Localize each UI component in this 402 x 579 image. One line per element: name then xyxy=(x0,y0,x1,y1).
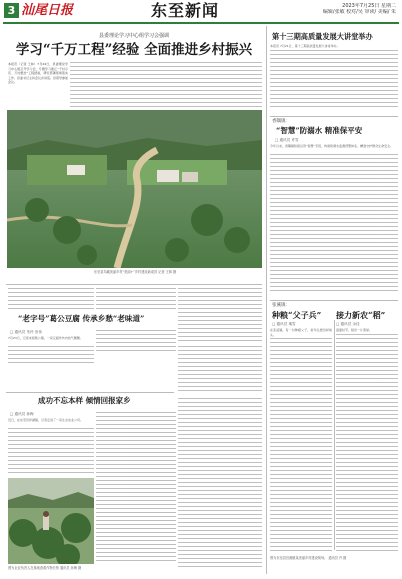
masthead-rule xyxy=(3,22,399,24)
right-divider-1 xyxy=(270,116,398,117)
date-block xyxy=(296,3,396,15)
mid-left-headline: “老字号”葛公豆腐 传承乡愁“老味道” xyxy=(18,314,145,323)
bottom-photo-caption: 图为企业负责人在基地查看作物长势 通讯员 孙梅 摄 xyxy=(8,566,82,570)
right-mid-headline: “智慧”防溺水 精准保平安 xyxy=(276,126,363,135)
mid-left-text-b xyxy=(96,288,176,312)
mid-divider xyxy=(6,284,262,285)
mid-left-body: 7月23日，记者来到葛公镇，一家豆腐作坊内热气腾腾。 xyxy=(8,336,83,340)
bottom-byline: □ 通讯员 孙梅 xyxy=(10,412,34,416)
editor-line: 编辑/张敏 校对/吴 审读/ 美编/ 朱 xyxy=(322,9,396,15)
lead-photo xyxy=(7,110,262,268)
mid-left-text-d xyxy=(96,330,176,354)
farm-image xyxy=(8,478,94,564)
right-bot-right-body: 盛夏时节，稻田一片葱绿。 xyxy=(336,328,373,332)
right-mid-body-text xyxy=(270,154,398,294)
bottom-text-a xyxy=(8,428,94,474)
mid-left-byline: □ 通讯员 朱玲 田伟 xyxy=(10,330,42,334)
mid-left-text-c xyxy=(178,288,262,342)
right-bot-left-headline: 种粮“父子兵” xyxy=(272,310,322,320)
right-mid-body: 今年以来，香隅镇积极运用“智慧”手段，构建防溺水监测预警体系，精准守护群众生命安全。 xyxy=(270,144,394,148)
mid-left-text-e xyxy=(178,346,262,394)
right-mid-kicker: 香隅镇： xyxy=(272,119,290,124)
lead-headline: 学习“千万工程”经验 全面推进乡村振兴 xyxy=(15,42,253,58)
right-bot-left-text xyxy=(270,338,332,552)
date-line: 2023年7月25日 星期二 xyxy=(342,3,396,9)
masthead xyxy=(0,0,402,22)
lead-body-intro: 本报讯（记者 王林）7月24日，县委理论学习中心组召开学习会，专题学习浙江“千村示范、万村整治”工程经验，研究部署贯彻落实工作。县委书记主持会议并讲话。县领导参加会议。 xyxy=(8,62,68,85)
right-top-body: 本报讯 7月21日，第十三期高质量发展大讲堂举办。 xyxy=(270,44,340,48)
right-top-body-text xyxy=(270,50,398,110)
lead-body-text xyxy=(70,62,262,108)
right-divider-2 xyxy=(270,300,398,301)
lead-kicker: 县委理论学习中心组学习会强调 xyxy=(98,33,169,39)
newspaper-logo: 汕尾日报 xyxy=(21,3,74,18)
bottom-headline: 成功不忘本样 倾情回报家乡 xyxy=(38,396,131,405)
footer-caption: 图为东至县官港镇某美丽乡村建设现场。 通讯员 许 摄 xyxy=(270,556,347,560)
mid-left-text-f xyxy=(8,346,94,366)
bottom-body: 近日，在东至县洋湖镇，记者走进了一家生态农业公司。 xyxy=(8,418,84,422)
right-bot-right-text xyxy=(336,334,398,552)
column-divider xyxy=(266,26,267,574)
right-bot-left-body: 在张溪镇，有一对种粮父子，常年扎根田间地头。 xyxy=(270,328,332,337)
lead-photo-caption: 东至县鸟瞰美丽乡村“美丽+”乡村建设新成效 记者 王林 摄 xyxy=(93,270,177,274)
right-top-headline: 第十三期高质量发展大讲堂举办 xyxy=(272,32,373,41)
section-title: 东至新闻 xyxy=(151,1,220,20)
bottom-photo xyxy=(8,478,94,564)
right-bot-divider xyxy=(334,320,335,550)
right-bot-right-headline: 接力新农“稻” xyxy=(336,310,386,320)
page-number: 3 xyxy=(4,3,19,18)
bottom-divider xyxy=(6,392,174,393)
bottom-text-c xyxy=(178,398,262,568)
right-bot-kicker: 张溪镇： xyxy=(272,303,290,308)
right-mid-byline: □ 通讯员 许雪 xyxy=(275,138,299,142)
village-aerial-image xyxy=(7,110,262,268)
right-bot-left-byline: □ 通讯员 秦雪 xyxy=(272,322,296,326)
right-bot-right-byline: □ 通讯员 余佳 xyxy=(336,322,360,326)
mid-left-text-a xyxy=(8,288,94,312)
bottom-text-b xyxy=(96,412,176,562)
